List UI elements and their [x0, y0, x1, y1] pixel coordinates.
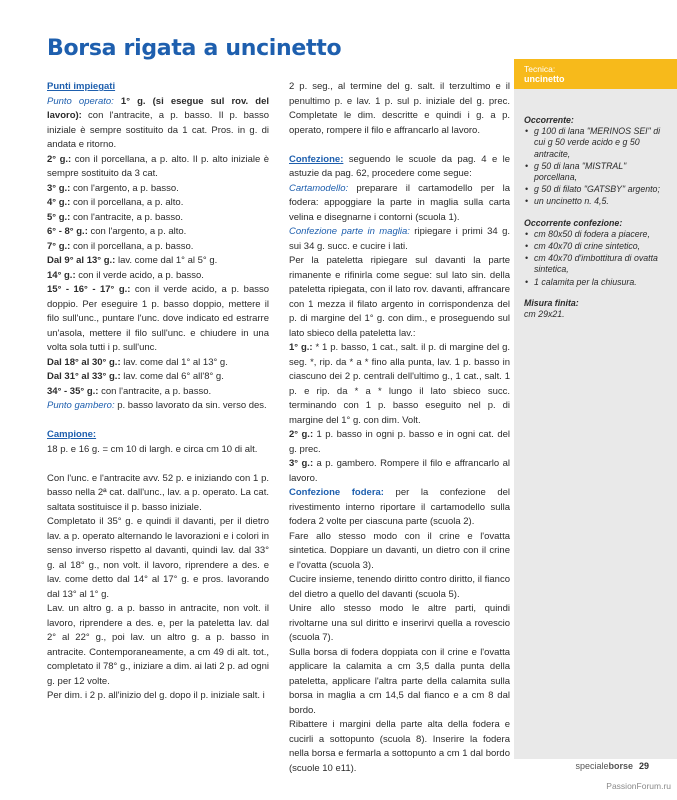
paragraph: 5° g.: con l'antracite, a p. basso.	[47, 211, 184, 223]
technique-label: Tecnica:	[524, 64, 556, 74]
paragraph: Dal 9° al 13° g.: lav. come dal 1° al 5° g.	[47, 255, 218, 266]
bullet-icon: •	[525, 126, 529, 137]
paragraph: Unire allo stesso modo le altre parti, quindi rivoltarne una sul diritto e inserirvi quella a rovescio (scuola 7).	[289, 603, 510, 643]
paragraph: 15° - 16° - 17° g.: con il verde acido, a p. basso doppio. Per eseguire 1 p. basso doppio, mettere il filo sull'unc., puntare l'unc. dove indicato ed estrarre un'asola, mettere il filo sull'unc. e chiudere in una volta sola tutti i p. sull'unc.	[47, 284, 270, 353]
paragraph: Sulla borsa di fodera doppiata con il crine e l'ovatta applicare la calamita a cm 3,5 dalla punta della pateletta, applicare l'altra parte della calamita sulla borsa in maglia a cm 14,5 dal fianco e a cm 8 dal bordo.	[289, 646, 510, 716]
list-item: • g 100 di lana "MERINOS SEI" di cui g 50 verde acido e g 50 antracite,	[525, 126, 661, 159]
paragraph: Confezione parte in maglia: ripiegare i primi 34 g. sui 34 g. succ. e cucire i lati.	[289, 226, 510, 252]
page-number: 29	[638, 761, 649, 771]
bullet-icon: •	[525, 196, 529, 207]
bullet-icon: •	[525, 276, 529, 287]
paragraph: 4° g.: con il porcellana, a p. alto.	[47, 197, 184, 208]
bullet-icon: •	[525, 184, 529, 195]
paragraph: Confezione: seguendo le scuole da pag. 4 e le astuzie da pag. 62, procedere come segue:	[289, 153, 511, 179]
confezione-title: Occorrente confezione:	[524, 217, 623, 228]
paragraph: Punto gambero: p. basso lavorato da sin. verso des.	[47, 400, 267, 411]
page-title: Borsa rigata a uncinetto	[47, 36, 342, 61]
confezione-list	[524, 229, 670, 288]
paragraph: Con l'unc. e l'antracite avv. 52 p. e iniziando con 1 p. basso nella 2ª cat. dall'unc., lav. a p. operato. La cat. saltata sostituisce il p. basso iniziale.	[47, 472, 269, 513]
list-item: • 1 calamita per la chiusura.	[525, 276, 637, 287]
misura-value: cm 29x21.	[524, 309, 565, 320]
technique-banner	[514, 59, 677, 89]
paragraph: Per la pateletta ripiegare sul davanti la parte rimanente e rifinirla come segue: sul lato sin. della pateletta ripiegata, con il lato rov. davanti, affrancare con 1 mezza il filato argento in corrispondenza del p. di margine del 1° g. con dim., e proseguendo sul lato sbieco della pateletta lav.:	[289, 255, 510, 339]
paragraph: 2° g.: con il porcellana, a p. alto. Il p. alto iniziale è sempre sostituito da 3 cat.	[47, 153, 270, 179]
bullet-icon: •	[525, 160, 529, 171]
paragraph: Cartamodello: preparare il cartamodello per la fodera: appoggiare la parte in maglia sulla carta velina e disegnarne i contorni (scuola 1).	[289, 182, 510, 223]
paragraph: 3° g.: a p. gambero. Rompere il filo e affrancarlo al lavoro.	[289, 458, 511, 484]
paragraph: Dal 18° al 30° g.: lav. come dal 1° al 13° g.	[47, 356, 228, 368]
left-column	[47, 80, 269, 704]
paragraph: 2° g.: 1 p. basso in ogni p. basso e in ogni cat. del g. prec.	[289, 429, 511, 455]
bullet-icon: •	[525, 241, 529, 252]
paragraph: Cucire insieme, tenendo diritto contro diritto, il fianco del dietro a quello del davanti (scuola 5).	[289, 574, 510, 600]
paragraph: Punto operato: 1° g. (si esegue sul rov. del lavoro): con l'antracite, a p. basso. Il p. basso iniziale è sempre sostituito da 1 cat. Pros. in g. di andata e ritorno.	[47, 95, 270, 150]
list-item: • un uncinetto n. 4,5.	[525, 196, 609, 207]
watermark: PassionForum.ru	[606, 781, 671, 791]
occorrente-list	[524, 126, 670, 207]
footer-borse: borse	[608, 761, 633, 771]
paragraph: Confezione fodera: per la confezione del rivestimento interno riportare il cartamodello sulla fodera 2 volte per ciascuna parte (scuola 2).	[289, 487, 511, 527]
list-item: • g 50 di lana "MISTRAL" porcellana,	[525, 160, 627, 183]
paragraph: 7° g.: con il porcellana, a p. basso.	[47, 240, 194, 252]
paragraph: 6° - 8° g.: con l'argento, a p. alto.	[47, 226, 187, 237]
paragraph: 2 p. seg., al termine del g. salt. il terzultimo e il penultimo p. e lav. 1 p. sul p. iniziale del g. prec. Completate le dim. descritte e quindi i g. a p. operato, rompere il filo e affrancarlo al lavoro.	[289, 81, 510, 136]
list-item: • g 50 di filato "GATSBY" argento;	[525, 184, 660, 195]
list-item: • cm 40x70 d'imbottitura di ovatta sintetica,	[525, 253, 658, 275]
middle-column	[289, 80, 510, 776]
paragraph: 14° g.: con il verde acido, a p. basso.	[47, 269, 204, 281]
occorrente-title: Occorrente:	[524, 115, 574, 125]
section-heading: Punti impiegati	[47, 81, 116, 92]
list-item: • cm 80x50 di fodera a piacere,	[525, 228, 650, 239]
technique-value: uncinetto	[524, 74, 565, 84]
footer-speciale: speciale	[575, 761, 609, 771]
materials-list	[524, 115, 670, 320]
misura-title: Misura finita:	[524, 297, 579, 308]
paragraph: Per dim. i 2 p. all'inizio del g. dopo il p. iniziale salt. i	[47, 690, 265, 701]
list-item: • cm 40x70 di crine sintetico,	[525, 241, 641, 252]
paragraph: Fare allo stesso modo con il crine e l'ovatta sintetica. Doppiare un davanti, un dietro con il crine e l'ovatta (scuola 3).	[289, 530, 510, 571]
paragraph: 1° g.: * 1 p. basso, 1 cat., salt. il p. di margine del g. seg. *, rip. da * a * fino alla punta, lav. 1 p. basso in ciascuno dei 2 p. centrali dell'ultimo g., 1 cat., salt. 1 p. e rip. da * a * lungo il lato sbieco succ. terminando con 1 p. basso eseguito nel p. di margine del 1° g. con dim. Volt.	[289, 342, 511, 426]
paragraph: Completato il 35° g. e quindi il davanti, per il dietro lav. a p. operato alternando le lavorazioni e i colori in senso inverso rispetto al davanti, quindi lav. dal 33° g. al 18° g., non volt. il lavoro, riprendere a des. e lav. come detto dal 14° al 17° g. e pros. lavorando dal 13° al 1° g.	[47, 516, 269, 600]
section-heading: Campione:	[47, 429, 97, 440]
paragraph: Dal 31° al 33° g.: lav. come dal 6° all'8° g.	[47, 371, 224, 382]
paragraph: 34° - 35° g.: con l'antracite, a p. basso.	[47, 385, 212, 397]
bullet-icon: •	[525, 228, 529, 239]
paragraph: Lav. un altro g. a p. basso in antracite, non volt. il lavoro, riprendere a des. e, per la pateletta lav. dal 2° al 22° g., poi lav. un altro g. a p. basso in antracite. Contemporaneamente, a cm 49 di alt. tot., completato il 78° g., iniziare a dim. ai lati 2 p. ad ogni g. per 12 volte.	[47, 603, 269, 687]
bullet-icon: •	[525, 253, 529, 264]
page-footer	[575, 761, 649, 771]
paragraph: 18 p. e 16 g. = cm 10 di largh. e circa cm 10 di alt.	[47, 443, 258, 455]
paragraph: Ribattere i margini della parte alta della fodera e cucirli a sottopunto (scuola 8). Inserire la fodera nella borsa e fermarla a sottopunto a cm 1 dal bordo (scuole 10 e11).	[289, 719, 510, 774]
paragraph: 3° g.: con l'argento, a p. basso.	[47, 182, 179, 194]
